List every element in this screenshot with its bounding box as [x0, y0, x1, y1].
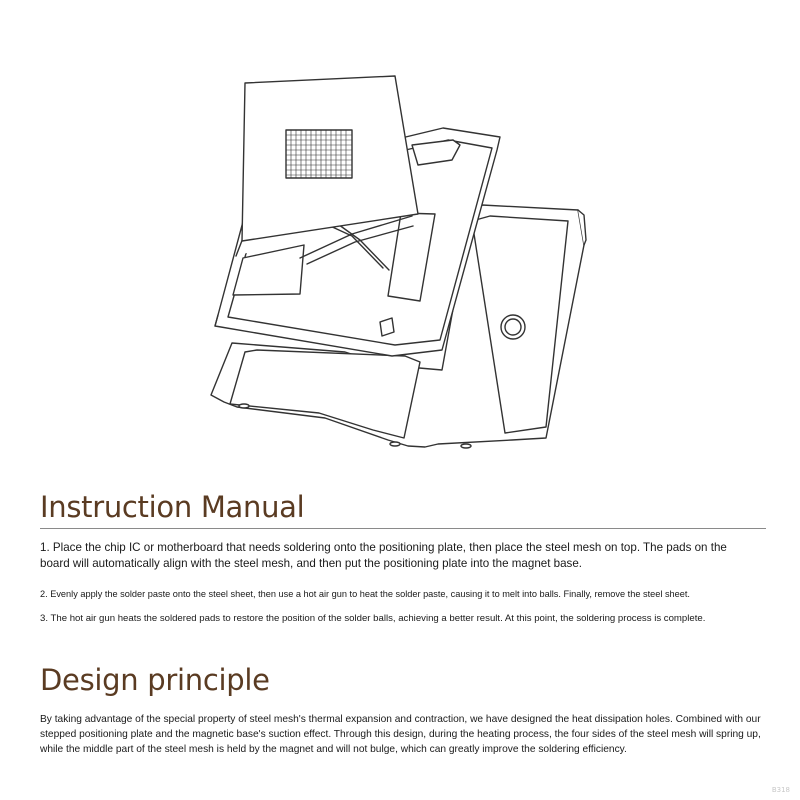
instruction-step-1: 1. Place the chip IC or motherboard that needs soldering onto the positioning plate, then place the steel mesh on top. The pads on the board will automatically align with the steel mesh, and then put the positioning plate into the magnet base. — [40, 541, 727, 570]
watermark: B318 — [771, 786, 790, 794]
instruction-manual-heading: Instruction Manual — [40, 490, 305, 524]
design-principle-text: By taking advantage of the special property of steel mesh's thermal expansion and contraction, we have designed the heat dissipation holes. Combined with our stepped positioning plate and the magnetic base's suction effect. Through this design, during the heating process, the four sides of the steel mesh will spring up, while the middle part of the steel mesh is held by the magnet and will not bulge, which can greatly improve the soldering efficiency. — [40, 714, 761, 755]
heading-divider — [40, 528, 766, 529]
design-principle-heading: Design principle — [40, 663, 270, 697]
steel-mesh-drawing — [242, 76, 418, 241]
instruction-step-2: 2. Evenly apply the solder paste onto the steel sheet, then use a hot air gun to heat the solder paste, causing it to melt into balls. Finally, remove the steel sheet. — [40, 589, 690, 599]
instruction-step-3: 3. The hot air gun heats the soldered pads to restore the position of the solder balls, achieving a better result. At this point, the soldering process is complete. — [40, 613, 706, 624]
